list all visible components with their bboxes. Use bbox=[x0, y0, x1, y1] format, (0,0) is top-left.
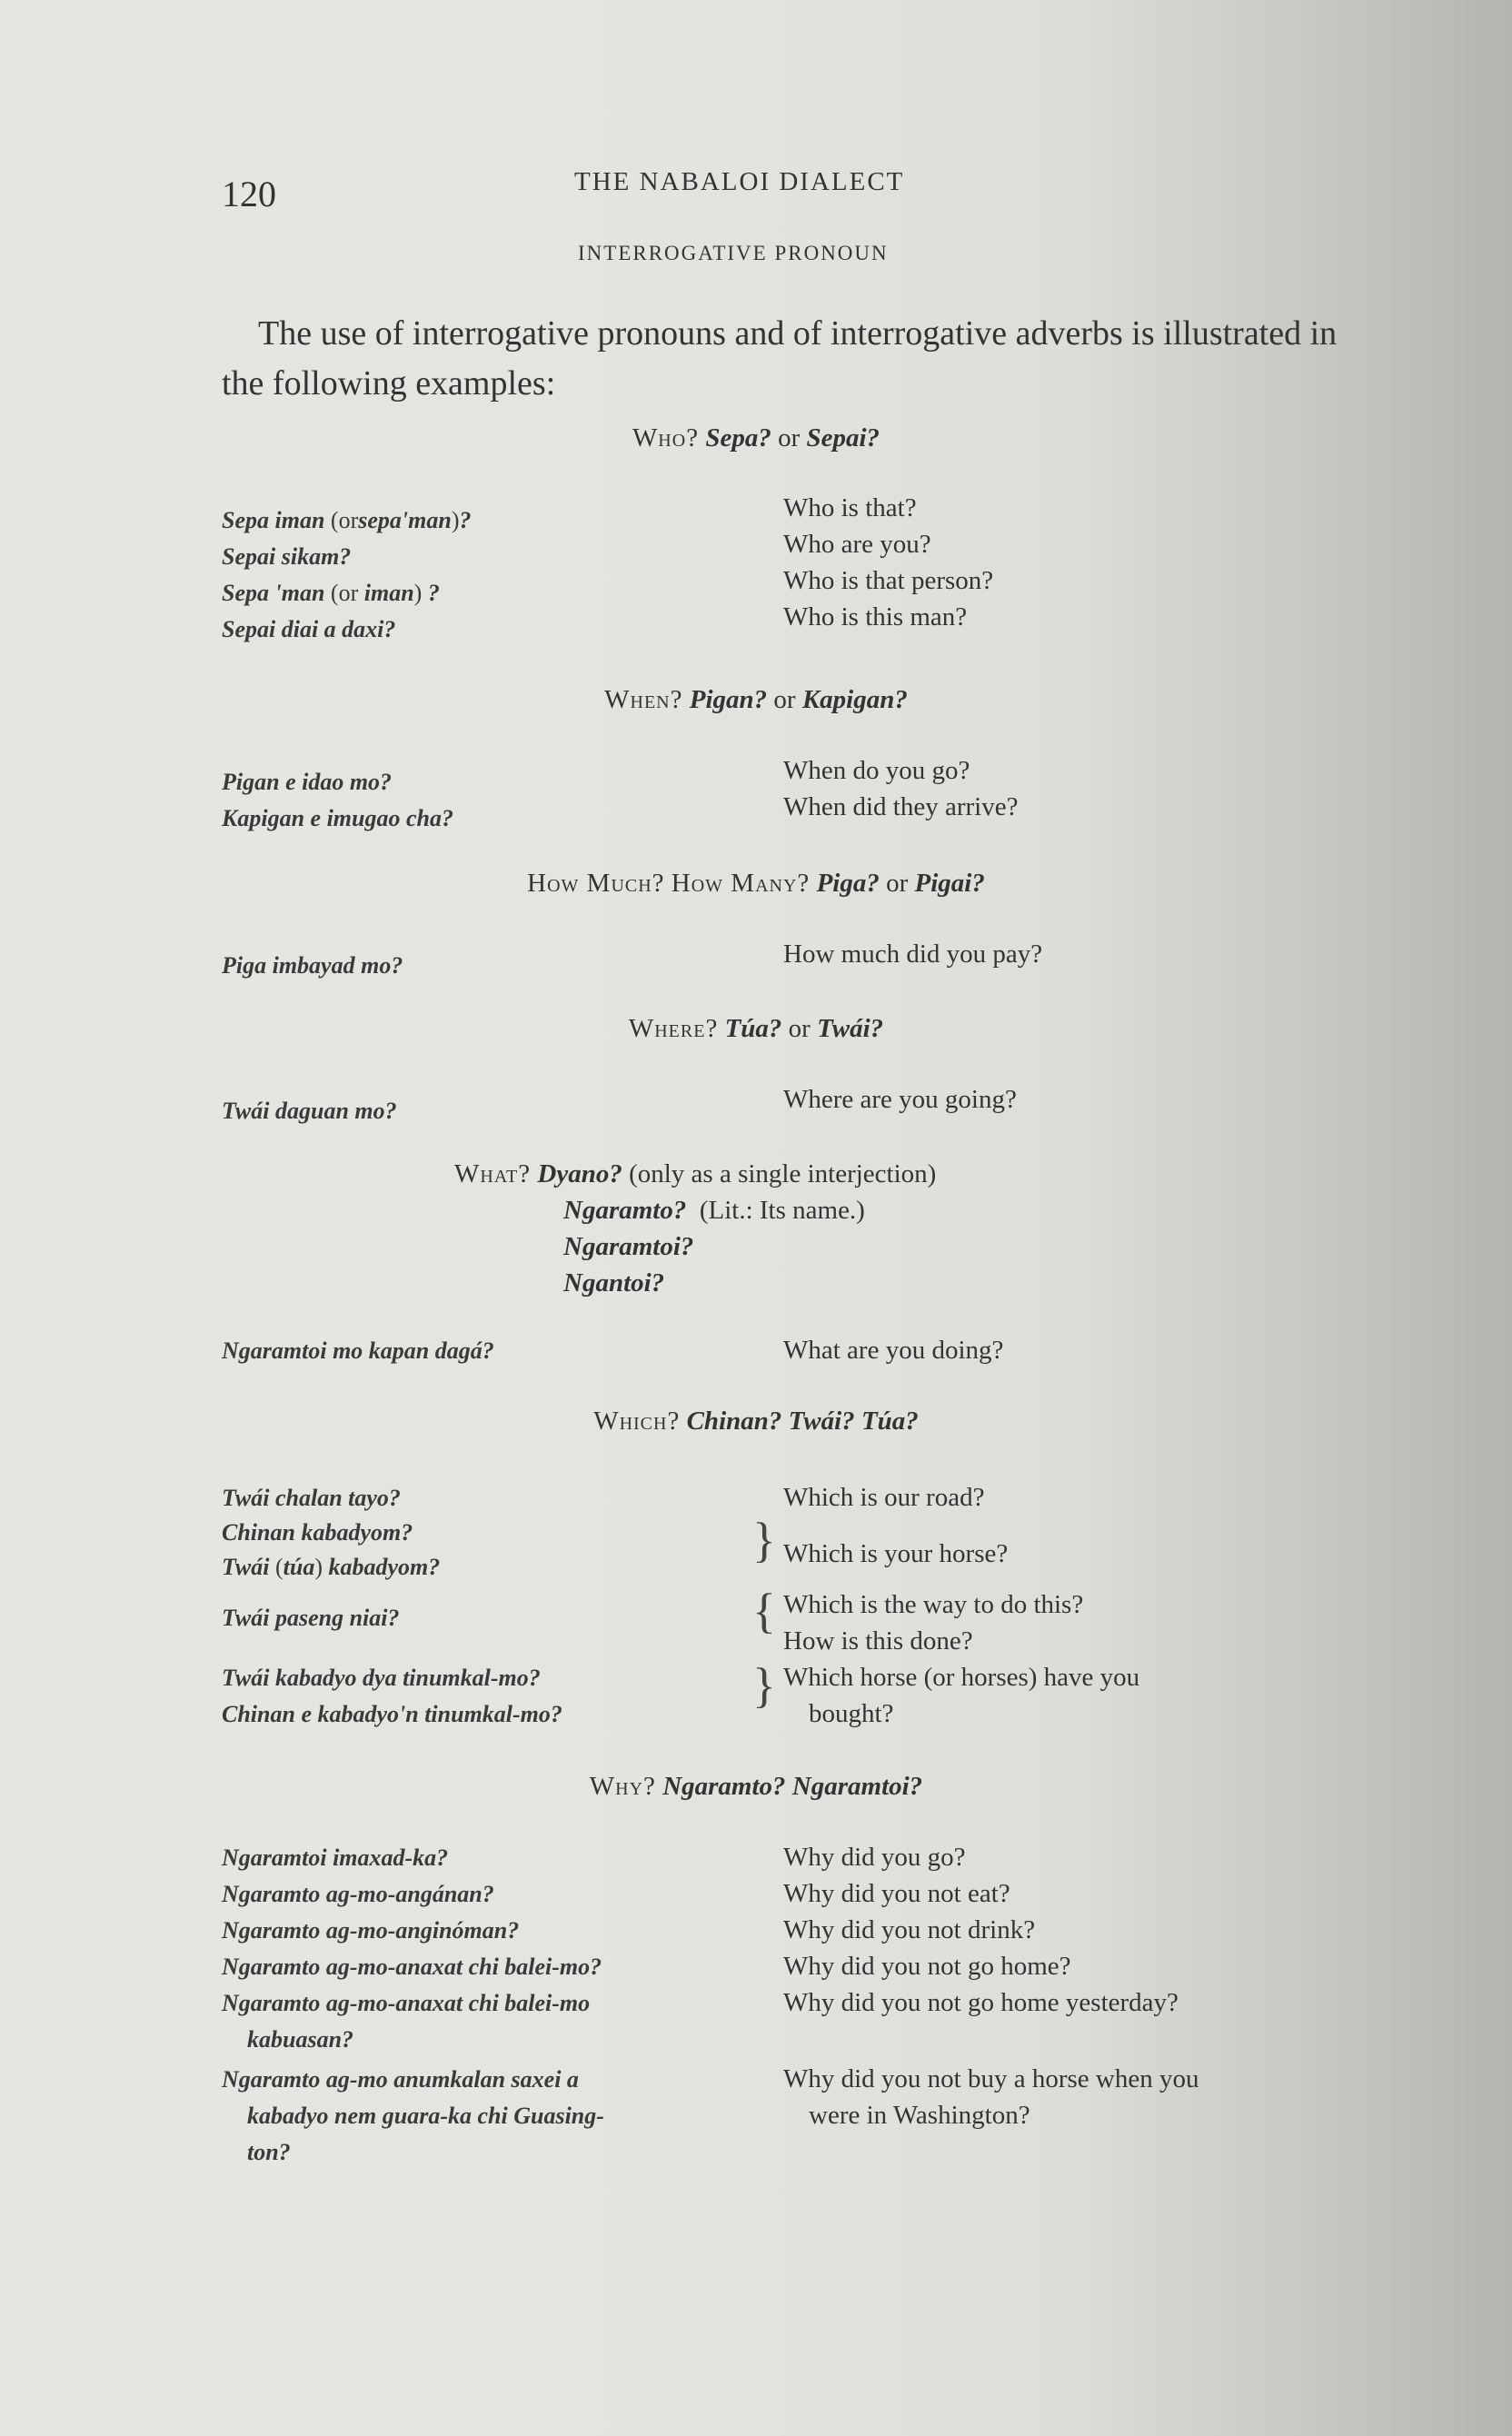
english-translation: Why did you not go home? bbox=[783, 1952, 1071, 1981]
nabaloi-example: Twái (túa) kabadyom? bbox=[222, 1554, 441, 1580]
nabaloi-example: Twái chalan tayo? bbox=[222, 1485, 401, 1511]
what-variant: Ngantoi? bbox=[563, 1268, 665, 1298]
what-variant: Ngaramtoi? bbox=[563, 1232, 694, 1261]
english-translation: Why did you not buy a horse when you bbox=[783, 2064, 1199, 2093]
nabaloi-example: Sepa 'man (or iman) ? bbox=[222, 580, 440, 606]
when-heading: When? Pigan? or Kapigan? bbox=[604, 685, 908, 714]
nabaloi-example: ton? bbox=[247, 2139, 291, 2165]
nabaloi-example: Ngaramto ag-mo anumkalan saxei a bbox=[222, 2066, 579, 2093]
english-translation: Why did you not go home yesterday? bbox=[783, 1988, 1179, 2017]
brace: { bbox=[752, 1584, 776, 1638]
nabaloi-example: Kapigan e imugao cha? bbox=[222, 805, 453, 831]
nabaloi-example: Pigan e idao mo? bbox=[222, 769, 393, 795]
english-translation: Which is your horse? bbox=[783, 1539, 1009, 1568]
english-translation: were in Washington? bbox=[809, 2101, 1030, 2130]
english-translation: bought? bbox=[809, 1699, 894, 1728]
running-head: THE NABALOI DIALECT bbox=[574, 167, 905, 196]
english-translation: Why did you not eat? bbox=[783, 1879, 1010, 1908]
nabaloi-example: Chinan e kabadyo'n tinumkal-mo? bbox=[222, 1701, 562, 1727]
brace: } bbox=[752, 1513, 776, 1567]
why-heading: Why? Ngaramto? Ngaramtoi? bbox=[589, 1772, 923, 1801]
english-translation: Which is our road? bbox=[783, 1483, 985, 1512]
page-number: 120 bbox=[222, 174, 276, 214]
nabaloi-example: kabuasan? bbox=[247, 2026, 354, 2053]
english-translation: How is this done? bbox=[783, 1626, 973, 1655]
english-translation: How much did you pay? bbox=[783, 940, 1043, 969]
english-translation: Which is the way to do this? bbox=[783, 1590, 1084, 1619]
which-heading: Which? Chinan? Twái? Túa? bbox=[593, 1407, 919, 1436]
nabaloi-example: kabadyo nem guara-ka chi Guasing- bbox=[247, 2103, 604, 2129]
english-translation: Why did you not drink? bbox=[783, 1915, 1036, 1944]
what-variant: Ngaramto? (Lit.: Its name.) bbox=[563, 1196, 865, 1225]
where-heading: Where? Túa? or Twái? bbox=[628, 1014, 884, 1043]
nabaloi-example: Sepai sikam? bbox=[222, 543, 352, 570]
nabaloi-example: Ngaramto ag-mo-anaxat chi balei-mo bbox=[222, 1990, 591, 2016]
how-much-heading: How Much? How Many? Piga? or Pigai? bbox=[527, 869, 985, 898]
who-heading: Who? Sepa? or Sepai? bbox=[632, 423, 880, 452]
intro-paragraph: The use of interrogative pronouns and of interrogative adverbs is illustrated in the following examples: bbox=[222, 314, 1338, 403]
english-translation: Which horse (or horses) have you bbox=[783, 1663, 1140, 1692]
nabaloi-example: Ngaramtoi mo kapan dagá? bbox=[222, 1337, 494, 1364]
nabaloi-example: Twái daguan mo? bbox=[222, 1098, 397, 1124]
english-translation: Why did you go? bbox=[783, 1843, 966, 1872]
english-translation: Who are you? bbox=[783, 530, 931, 559]
english-translation: When did they arrive? bbox=[783, 792, 1019, 821]
nabaloi-example: Twái kabadyo dya tinumkal-mo? bbox=[222, 1665, 541, 1691]
english-translation: Who is that? bbox=[783, 493, 917, 522]
brace: } bbox=[752, 1658, 776, 1713]
english-translation: Who is that person? bbox=[783, 566, 994, 595]
nabaloi-example: Ngaramto ag-mo-anginóman? bbox=[222, 1917, 520, 1944]
what-heading: What? Dyano? (only as a single interjection) bbox=[454, 1159, 937, 1188]
section-title: INTERROGATIVE PRONOUN bbox=[578, 242, 889, 264]
english-translation: Who is this man? bbox=[783, 602, 968, 631]
english-translation: When do you go? bbox=[783, 756, 970, 785]
nabaloi-example: Ngaramto ag-mo-angánan? bbox=[222, 1881, 494, 1907]
nabaloi-example: Sepai diai a daxi? bbox=[222, 616, 396, 642]
nabaloi-example: Chinan kabadyom? bbox=[222, 1519, 413, 1546]
english-translation: What are you doing? bbox=[783, 1336, 1004, 1365]
nabaloi-example: Twái paseng niai? bbox=[222, 1605, 400, 1631]
nabaloi-example: Sepa iman (orsepa'man)? bbox=[222, 507, 472, 533]
nabaloi-example: Ngaramto ag-mo-anaxat chi balei-mo? bbox=[222, 1954, 602, 1980]
nabaloi-example: Piga imbayad mo? bbox=[222, 952, 403, 979]
nabaloi-example: Ngaramtoi imaxad-ka? bbox=[222, 1844, 449, 1871]
english-translation: Where are you going? bbox=[783, 1085, 1017, 1114]
